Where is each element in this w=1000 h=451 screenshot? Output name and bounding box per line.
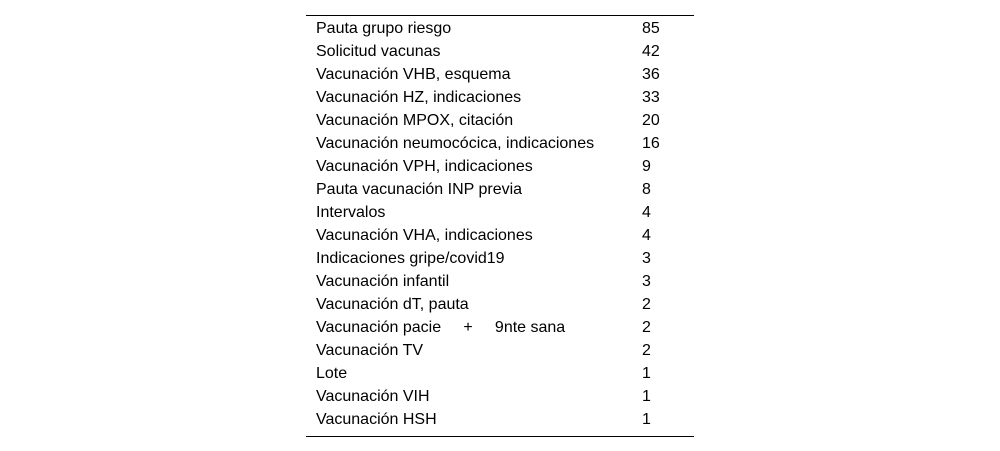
row-label: Intervalos bbox=[316, 204, 386, 221]
table-row bbox=[306, 109, 694, 132]
table-row bbox=[306, 247, 694, 270]
data-table bbox=[306, 15, 694, 437]
row-count: 3 bbox=[642, 250, 651, 267]
row-count: 4 bbox=[642, 204, 651, 221]
row-label: Vacunación TV bbox=[316, 342, 424, 359]
table-row bbox=[306, 339, 694, 362]
row-count: 1 bbox=[642, 388, 651, 405]
row-count: 1 bbox=[642, 411, 651, 428]
table-row bbox=[306, 224, 694, 247]
table-row bbox=[306, 40, 694, 63]
row-label: Vacunación HZ, indicaciones bbox=[316, 89, 522, 106]
table-row bbox=[306, 178, 694, 201]
table-row bbox=[306, 17, 694, 40]
row-count: 36 bbox=[642, 66, 660, 83]
row-label: Lote bbox=[316, 365, 348, 382]
row-count: 20 bbox=[642, 112, 660, 129]
row-label: Vacunación VHB, esquema bbox=[316, 66, 511, 83]
table-row bbox=[306, 270, 694, 293]
row-label: Solicitud vacunas bbox=[316, 43, 441, 60]
row-label: Vacunación neumocócica, indicaciones bbox=[316, 135, 595, 152]
table-row bbox=[306, 385, 694, 408]
row-label: Vacunación VHA, indicaciones bbox=[316, 227, 533, 244]
row-count: 8 bbox=[642, 181, 651, 198]
row-count: 33 bbox=[642, 89, 660, 106]
row-count: 85 bbox=[642, 20, 660, 37]
table-row bbox=[306, 201, 694, 224]
row-count: 1 bbox=[642, 365, 651, 382]
row-label: Vacunación HSH bbox=[316, 411, 437, 428]
row-label: Vacunación MPOX, citación bbox=[316, 112, 514, 129]
row-count: 42 bbox=[642, 43, 660, 60]
row-label: Vacunación pacie + 9nte sana bbox=[316, 319, 566, 336]
row-label: Vacunación infantil bbox=[316, 273, 450, 290]
table-row bbox=[306, 293, 694, 316]
row-count: 16 bbox=[642, 135, 660, 152]
table-row bbox=[306, 63, 694, 86]
table-row bbox=[306, 362, 694, 385]
row-count: 3 bbox=[642, 273, 651, 290]
table-row bbox=[306, 155, 694, 178]
row-count: 2 bbox=[642, 342, 651, 359]
table-row bbox=[306, 86, 694, 109]
row-label: Vacunación dT, pauta bbox=[316, 296, 469, 313]
table-row bbox=[306, 316, 694, 339]
row-label: Vacunación VIH bbox=[316, 388, 430, 405]
row-label: Pauta grupo riesgo bbox=[316, 20, 452, 37]
table-body bbox=[306, 17, 694, 431]
row-count: 9 bbox=[642, 158, 651, 175]
table-row bbox=[306, 132, 694, 155]
row-count: 2 bbox=[642, 319, 651, 336]
row-count: 4 bbox=[642, 227, 651, 244]
table-row bbox=[306, 408, 694, 431]
row-count: 2 bbox=[642, 296, 651, 313]
row-label: Pauta vacunación INP previa bbox=[316, 181, 523, 198]
row-label: Indicaciones gripe/covid19 bbox=[316, 250, 505, 267]
row-label: Vacunación VPH, indicaciones bbox=[316, 158, 533, 175]
